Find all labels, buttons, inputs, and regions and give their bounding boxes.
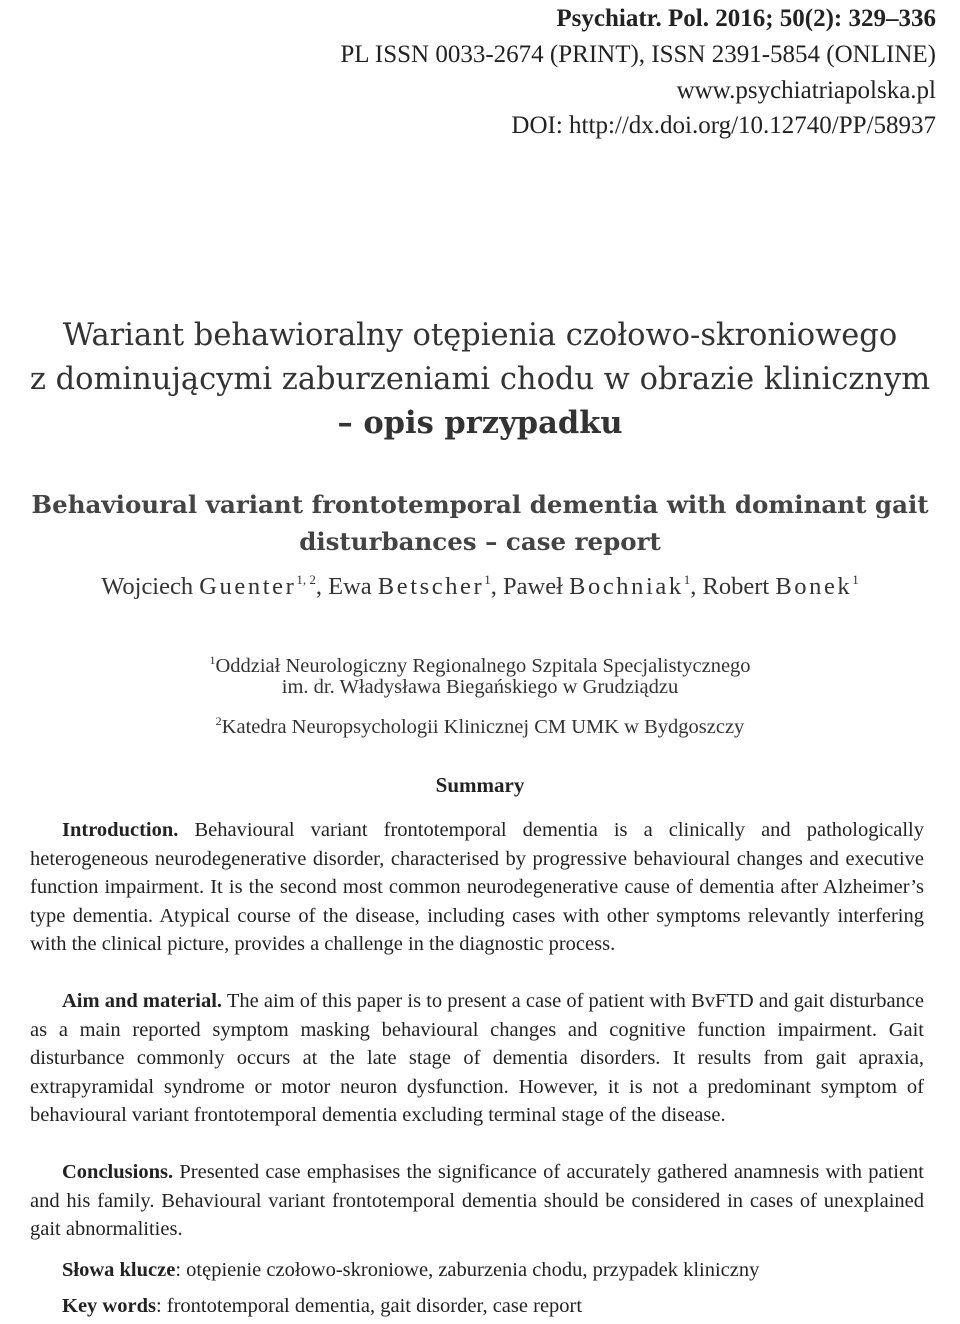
title-pl-line2: z dominującymi zaburzeniami chodu w obrazie klinicznym bbox=[29, 362, 931, 397]
summary-aim: Aim and material. The aim of this paper is to present a case of patient with BvFTD and gait disturbance as a main reported symptom masking behavioural changes and cognitive function impairment. Gait disturbance commonly occurs at the late stage of dementia disorders. It results from gait apraxia, extrapyramidal syndrome or motor neuron dysfunction. However, it is not a predominant symptom of behavioural variant frontotemporal dementia excluding terminal stage of the disease. bbox=[30, 990, 924, 1127]
author: Wojciech Guenter$^{1, 2}$, bbox=[101, 572, 329, 600]
keywords-pl: Słowa klucze: otępienie czołowo-skroniowe, zaburzenia chodu, przypadek kliniczny bbox=[62, 1259, 760, 1281]
keywords-en: Key words: frontotemporal dementia, gait disorder, case report bbox=[62, 1295, 583, 1317]
summary-conclusions: Conclusions. Presented case emphasises the significance of accurately gathered anamnesis with patient and his family. Behavioural variant frontotemporal dementia should be considered in cases of unexplained gait abnormalities. bbox=[30, 1161, 924, 1241]
summary-heading: Summary bbox=[435, 773, 525, 797]
author: Ewa Betscher$^1$, bbox=[328, 572, 504, 600]
affiliation-1-line2: im. dr. Władysława Biegańskiego w Grudziądzu bbox=[281, 676, 679, 698]
title-en-line2: disturbances – case report bbox=[299, 527, 661, 556]
affiliation-1-line1: $^1$Oddział Neurologiczny Regionalnego Szpitala Specjalistycznego bbox=[209, 653, 751, 677]
title-en-line1: Behavioural variant frontotemporal dementia with dominant gait bbox=[31, 490, 929, 519]
issn-line: PL ISSN 0033-2674 (PRINT), ISSN 2391-5854 (ONLINE) bbox=[340, 41, 936, 68]
title-pl-line1: Wariant behawioralny otępienia czołowo-skroniowego bbox=[62, 318, 898, 353]
summary-introduction: Introduction. Behavioural variant frontotemporal dementia is a clinically and pathologically heterogeneous neurodegenerative disorder, characterised by progressive behavioural changes and executive function impairment. It is the second most common neurodegenerative cause of dementia after Alzheimer’s type dementia. Atypical course of the disease, including cases with other symptoms relevantly interfering with the clinical picture, provides a challenge in the diagnostic process. bbox=[30, 819, 924, 956]
author-list bbox=[0, 572, 960, 601]
journal-website[interactable]: www.psychiatriapolska.pl bbox=[676, 77, 936, 104]
doi-link[interactable]: DOI: http://dx.doi.org/10.12740/PP/58937 bbox=[511, 112, 936, 139]
journal-citation: Psychiatr. Pol. 2016; 50(2): 329–336 bbox=[556, 5, 936, 32]
author: Paweł Bochniak$^1$, bbox=[503, 572, 703, 600]
title-pl-line3: – opis przypadku bbox=[337, 405, 623, 441]
affiliation-2: $^2$Katedra Neuropsychologii Klinicznej CM UMK w Bydgoszczy bbox=[215, 714, 745, 738]
author: Robert Bonek$^1$ bbox=[702, 572, 859, 600]
